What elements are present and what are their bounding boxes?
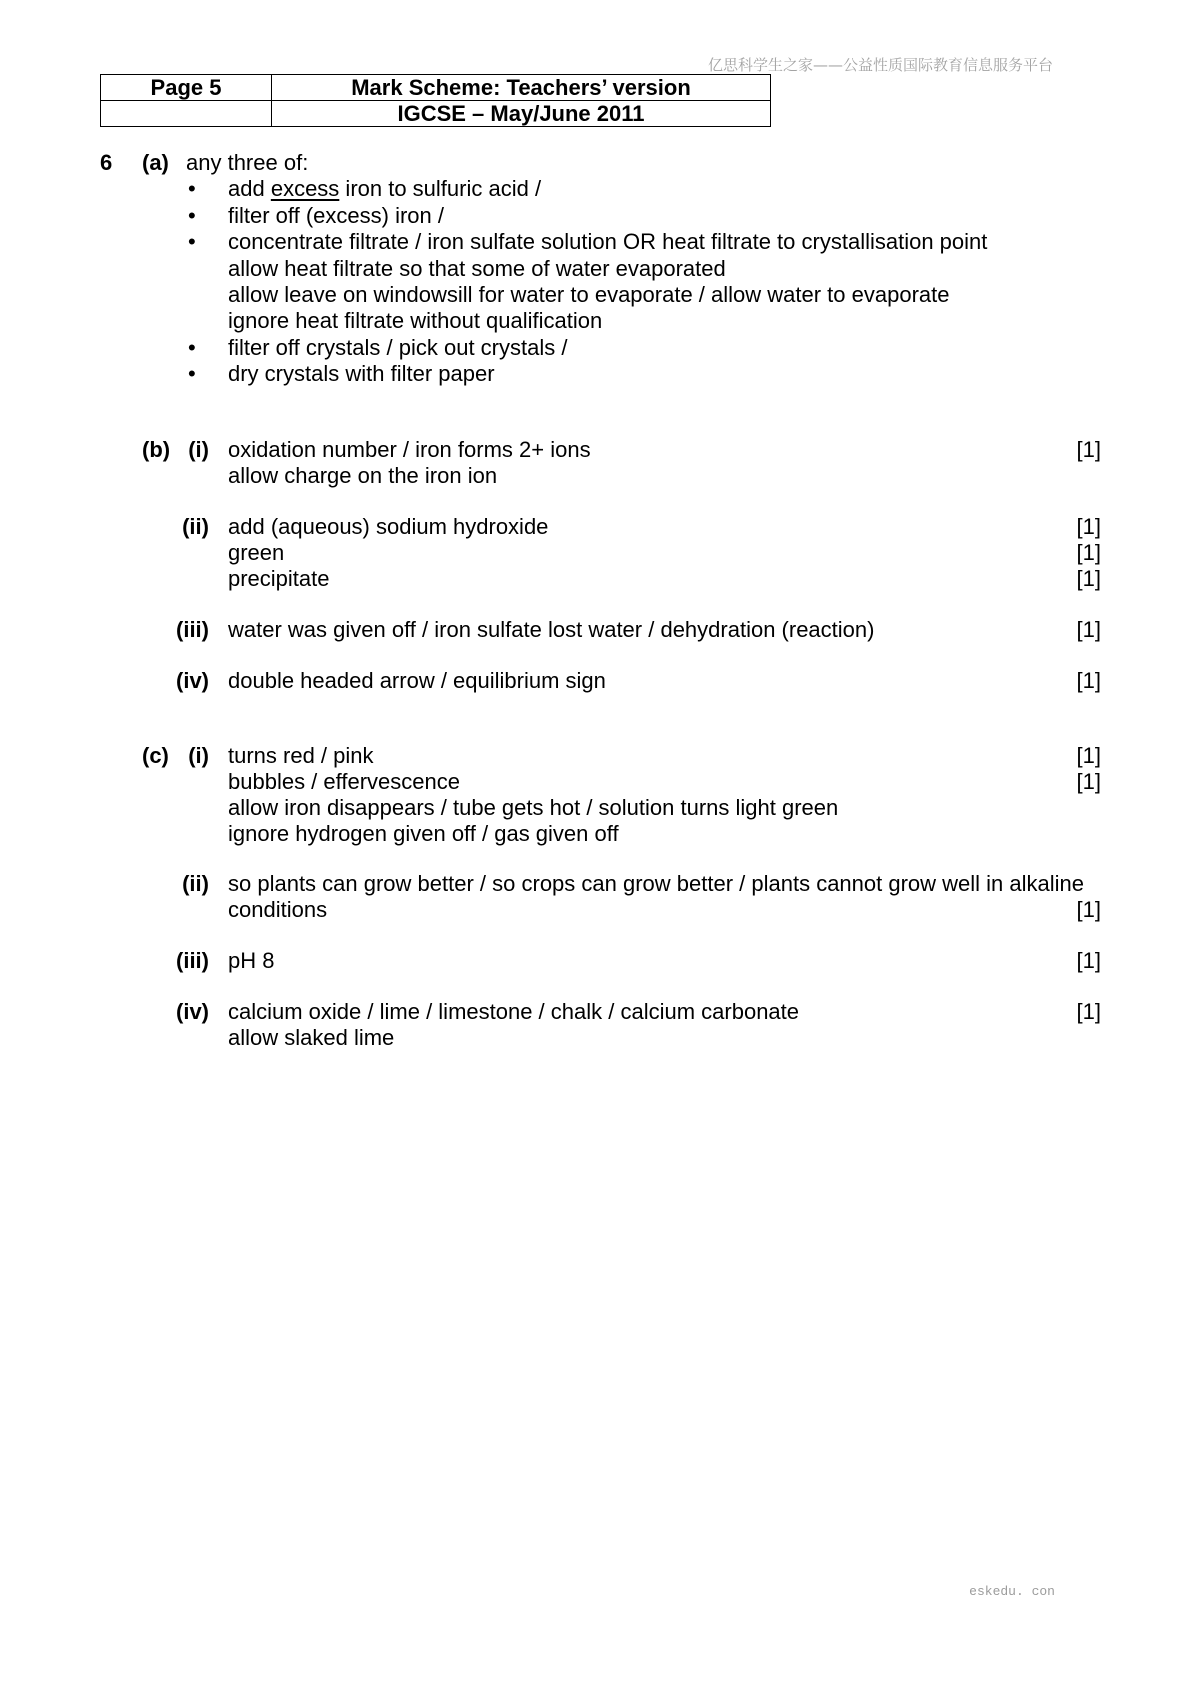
answer-line <box>0 668 1190 694</box>
bullet-text-pre: add <box>228 176 271 202</box>
header-empty-cell <box>101 101 272 127</box>
bullet-icon: • <box>188 176 196 202</box>
bullet-text: allow leave on windowsill for water to evaporate / allow water to evaporate <box>228 281 950 307</box>
bullet-item <box>0 361 1190 387</box>
mark-value: [1] <box>1076 897 1101 922</box>
answer-line <box>0 437 1190 463</box>
bullet-icon: • <box>188 361 196 387</box>
bullet-text-post: iron to sulfuric acid / <box>339 176 542 202</box>
answer-text: calcium oxide / lime / limestone / chalk / calcium carbonate <box>228 999 800 1024</box>
answer-line <box>0 743 1190 769</box>
mark-value: [1] <box>1076 514 1101 539</box>
mark-value: [1] <box>1076 769 1101 794</box>
answer-line <box>0 566 1190 592</box>
bullet-item <box>0 176 1190 202</box>
part-label: (b) <box>142 437 171 462</box>
bullet-text: ignore heat filtrate without qualification <box>228 308 603 334</box>
answer-text: ignore hydrogen given off / gas given off <box>228 821 619 846</box>
bullet-icon: • <box>188 202 196 228</box>
answer-text: allow charge on the iron ion <box>228 463 498 488</box>
document-title: Mark Scheme: Teachers’ version <box>272 75 771 101</box>
question-6-part-a <box>0 150 1190 388</box>
answer-text: oxidation number / iron forms 2+ ions <box>228 437 591 462</box>
bullet-text <box>228 176 1101 202</box>
answer-text: double headed arrow / equilibrium sign <box>228 668 606 693</box>
mark-value: [1] <box>1076 743 1101 768</box>
watermark-top: 亿思科学生之家——公益性质国际教育信息服务平台 <box>707 56 1053 74</box>
sub-part-label: (iv) <box>176 668 209 693</box>
bullet-text: allow heat filtrate so that some of water evaporated <box>228 255 726 281</box>
sub-part-label: (iii) <box>176 948 209 973</box>
answer-text: allow iron disappears / tube gets hot / solution turns light green <box>228 795 839 820</box>
mark-value: [1] <box>1076 617 1101 642</box>
sub-part-label: (i) <box>188 743 209 768</box>
answer-text: bubbles / effervescence <box>228 769 460 794</box>
bullet-text: filter off (excess) iron / <box>228 202 444 228</box>
sub-part-label: (ii) <box>182 514 209 539</box>
answer-line <box>0 617 1190 643</box>
bullet-text: dry crystals with filter paper <box>228 361 495 387</box>
bullet-icon: • <box>188 334 196 360</box>
bullet-continuation <box>0 308 1190 334</box>
answer-line <box>0 769 1190 795</box>
answer-text: allow slaked lime <box>228 1025 395 1050</box>
sub-part-label: (ii) <box>182 871 209 896</box>
bullet-item <box>0 335 1190 361</box>
sub-part-label: (iv) <box>176 999 209 1024</box>
part-b-iii <box>0 617 1190 643</box>
part-a-intro-line <box>0 150 1190 176</box>
part-c-ii <box>0 871 1190 923</box>
mark-value: [1] <box>1076 566 1101 591</box>
bullet-continuation <box>0 256 1190 282</box>
sub-part-label: (iii) <box>176 617 209 642</box>
part-b-i <box>0 437 1190 489</box>
bullet-text: concentrate filtrate / iron sulfate solution OR heat filtrate to crystallisation point <box>228 229 988 255</box>
answer-text: add (aqueous) sodium hydroxide <box>228 514 549 539</box>
part-c-i <box>0 743 1190 847</box>
answer-text: turns red / pink <box>228 743 374 768</box>
page-number: Page 5 <box>101 75 272 101</box>
mark-value: [1] <box>1076 999 1101 1024</box>
answer-text: pH 8 <box>228 948 275 973</box>
answer-text: precipitate <box>228 566 330 591</box>
answer-line <box>0 897 1190 923</box>
exam-session: IGCSE – May/June 2011 <box>272 101 771 127</box>
answer-line <box>0 871 1190 897</box>
underlined-word: excess <box>270 176 340 202</box>
part-a-intro: any three of: <box>186 150 309 175</box>
header-row-2 <box>101 101 771 127</box>
mark-value: [1] <box>1076 948 1101 973</box>
part-c-iv <box>0 999 1190 1051</box>
watermark-bottom: eskedu. con <box>969 1584 1055 1599</box>
bullet-icon: • <box>188 229 196 255</box>
bullet-item <box>0 229 1190 255</box>
question-number: 6 <box>100 150 113 175</box>
answer-line <box>0 514 1190 540</box>
answer-line <box>0 999 1190 1025</box>
mark-value: [1] <box>1076 668 1101 693</box>
answer-text: so plants can grow better / so crops can grow better / plants cannot grow well in alkaline <box>228 871 1085 896</box>
sub-part-label: (i) <box>188 437 209 462</box>
answer-line <box>0 948 1190 974</box>
answer-text: conditions <box>228 897 328 922</box>
mark-value: [1] <box>1076 540 1101 565</box>
part-label: (c) <box>142 743 169 768</box>
part-label: (a) <box>142 150 169 175</box>
bullet-text: filter off crystals / pick out crystals / <box>228 334 568 360</box>
part-b-ii <box>0 514 1190 592</box>
answer-line <box>0 1025 1190 1051</box>
mark-value: [1] <box>1076 437 1101 462</box>
answer-line <box>0 463 1190 489</box>
answer-line <box>0 821 1190 847</box>
header-row-1 <box>101 75 771 101</box>
answer-text: green <box>228 540 285 565</box>
bullet-continuation <box>0 282 1190 308</box>
part-c-iii <box>0 948 1190 974</box>
part-b-iv <box>0 668 1190 694</box>
header-table <box>100 74 771 127</box>
answer-line <box>0 795 1190 821</box>
bullet-item <box>0 203 1190 229</box>
answer-line <box>0 540 1190 566</box>
answer-text: water was given off / iron sulfate lost water / dehydration (reaction) <box>228 617 875 642</box>
